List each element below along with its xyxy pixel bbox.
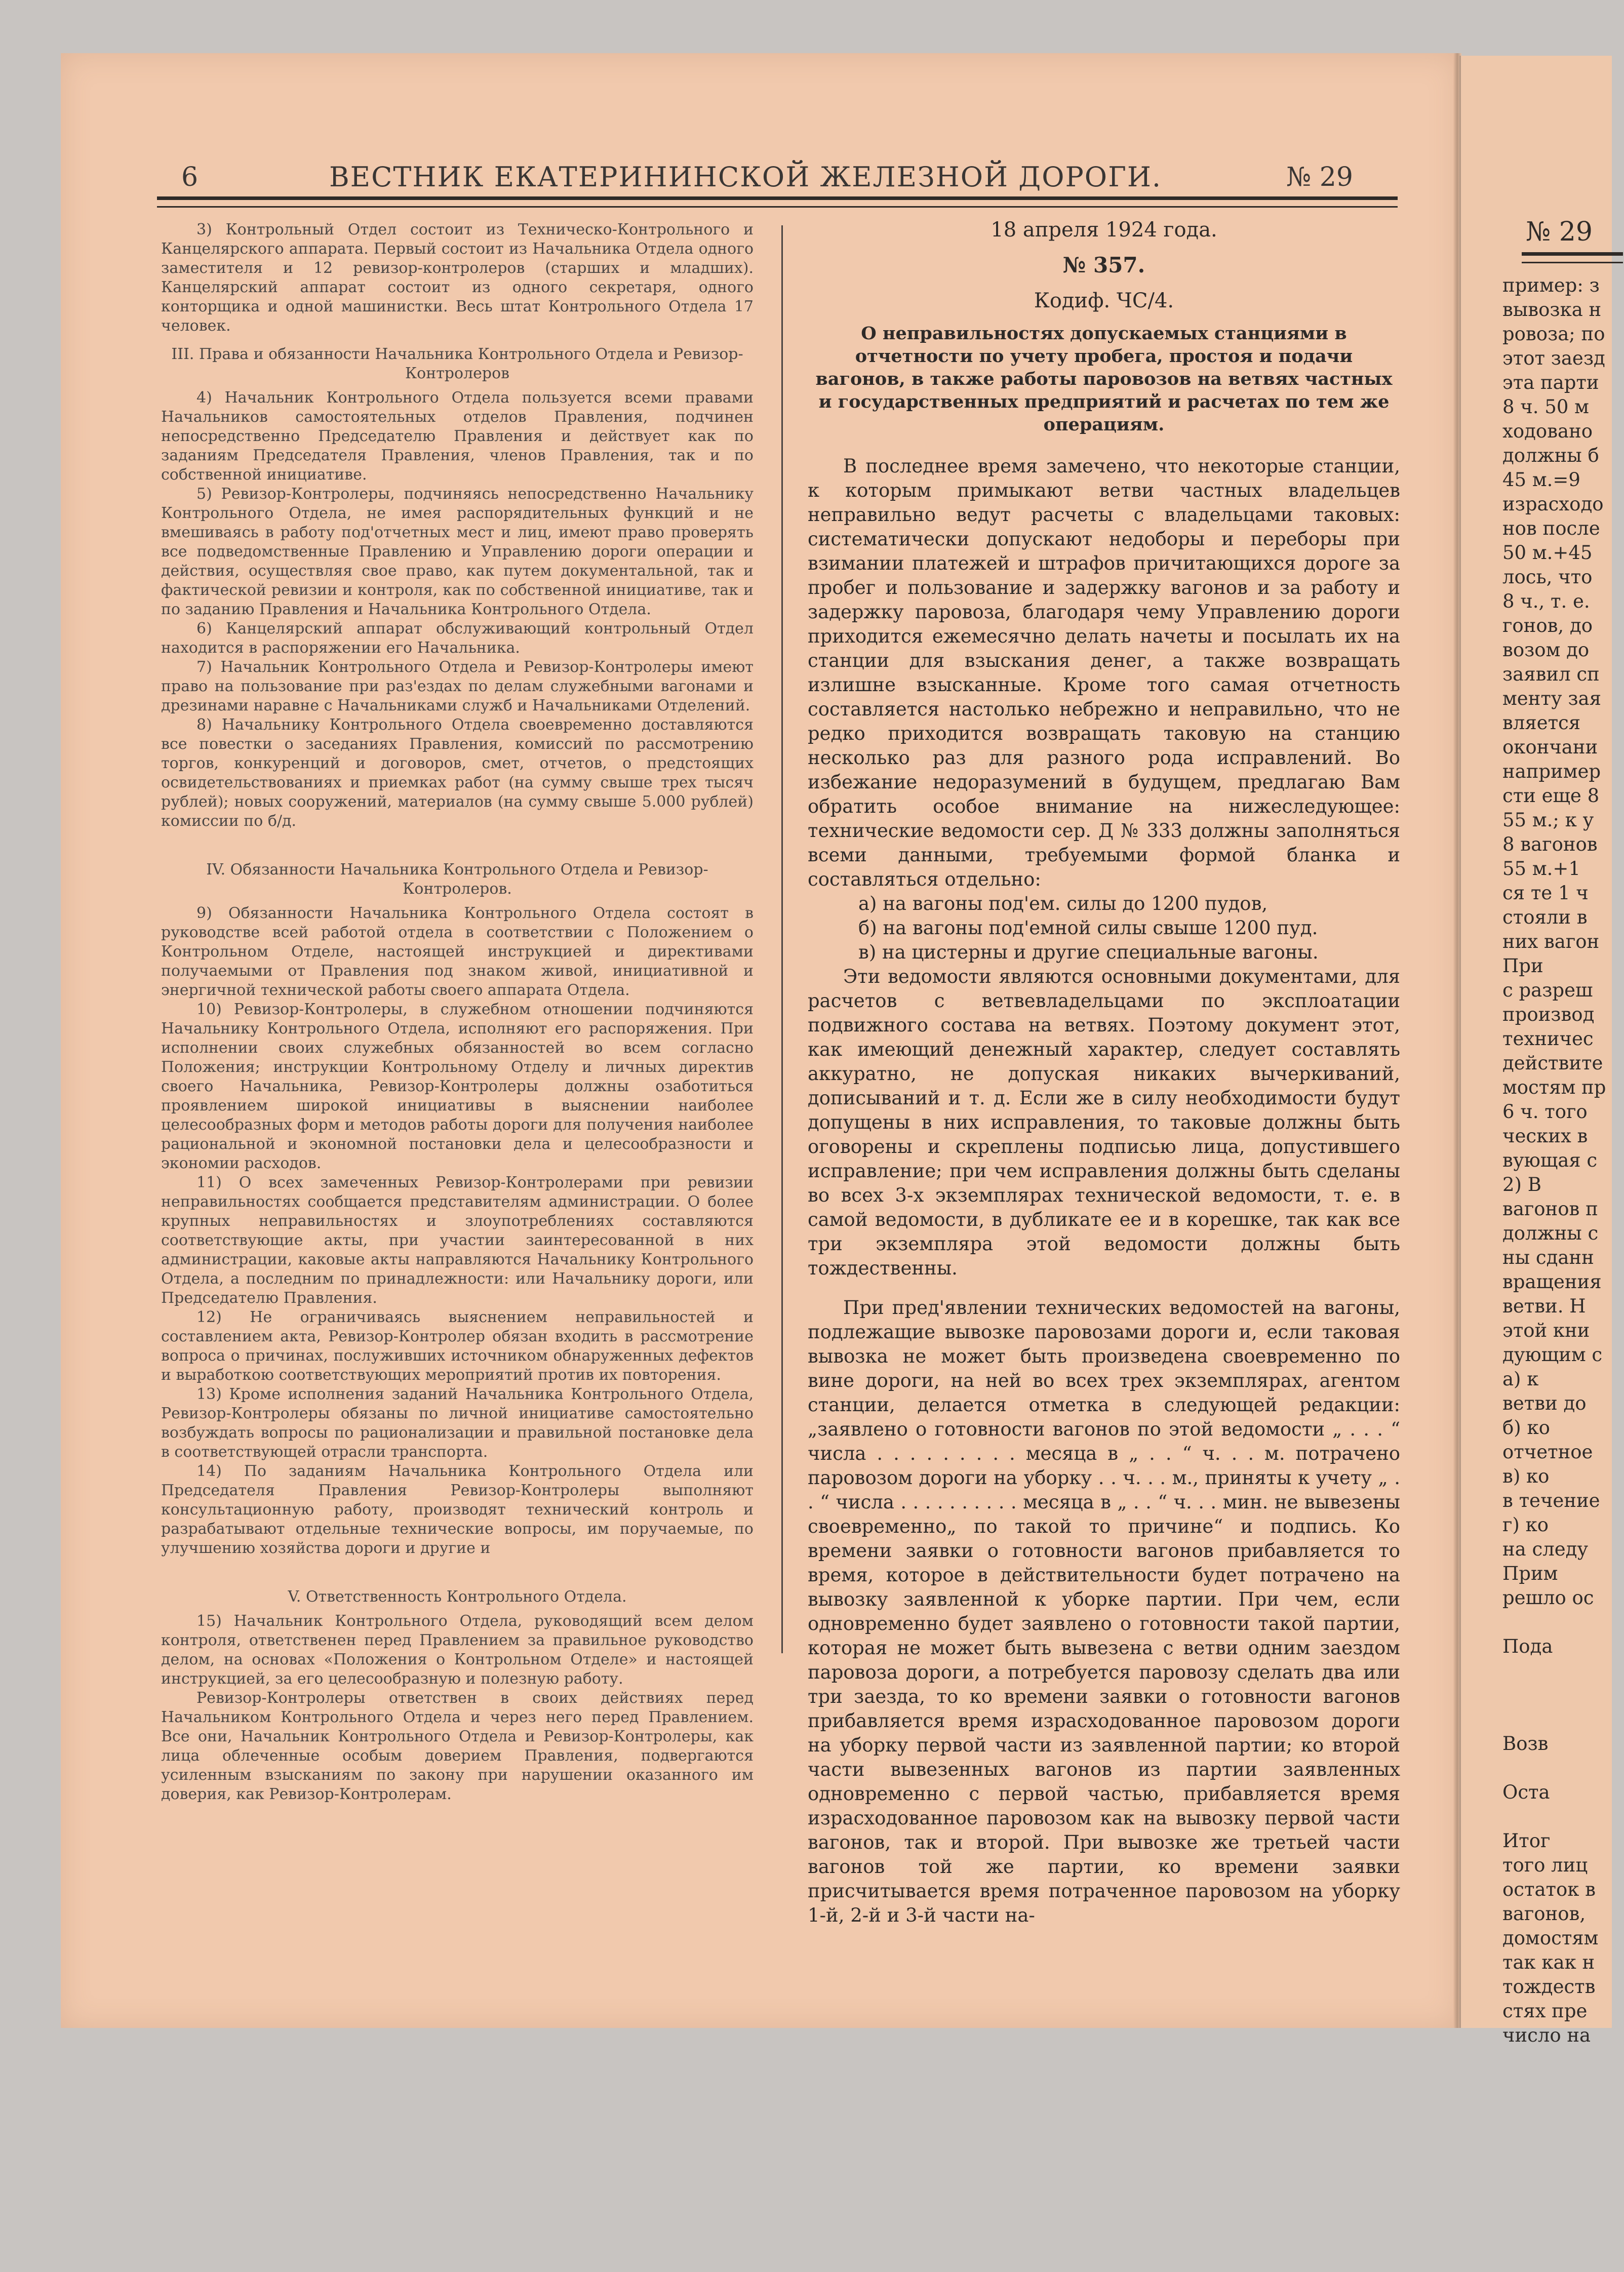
adjacent-text-line: 8 ч. 50 м xyxy=(1502,396,1589,418)
adjacent-text-line: в течение xyxy=(1502,1490,1600,1511)
adjacent-text-line: вляется xyxy=(1502,712,1581,734)
adjacent-text-line: так как н xyxy=(1502,1951,1595,1973)
adjacent-text-line: возом до xyxy=(1502,639,1590,661)
adjacent-text-line: Пода xyxy=(1502,1636,1553,1657)
paragraph: 12) Не ограничиваясь выяснением неправильностей и составлением акта, Ревизор-Контролер обязан входить в рассмотрение вопроса о причинах, послуживших источником обнаруженных дефектов и выработкою соответствующих мероприятий против их повторения. xyxy=(161,1308,754,1384)
paragraph: При пред'явлении технических ведомостей на вагоны, подлежащие вывозке паровозами дороги и, если таковая вывозка не может быть произведена своевременно по вине дороги, на ней во всех трех экземплярах, агентом станции, делается отметка в следующей редакции: „заявлено о готовности вагонов по этой ведомости „ . . . “ числа . . . . . . . . . месяца в „ . . “ ч. . . м. потрачено паровозом дороги на уборку . . ч. . . м., приняты к учету „ . . “ числа . . . . . . . . . . месяца в „ . . “ ч. . . мин. не вывезены своевременно„ по такой то причине“ и подпись. Ко времени заявки о готовности вагонов прибавляется то время, которое в действительности будет потрачено на вывозку заявленной к уборке партии. При чем, если одновременно будет заявлено о готовности такой партии, которая не может быть вывезена с ветви одним заездом паровоза дороги, а потребуется паровозу сделать два или три заезда, то ко времени заявки о готовности вагонов прибавляется время израсходованное паровозом дороги на уборку первой части из заявленной партии; ко второй части вывезенных вагонов из партии заявленных одновременно с первой частью, прибавляется время израсходованное паровозом как на вывозку первой части вагонов, так и второй. При вывозке же третьей части вагонов той же партии, ко времени заявки присчитывается время потраченное паровозом на уборку 1-й, 2-й и 3-й части на- xyxy=(808,1297,1400,1926)
adjacent-text-line: стях пре xyxy=(1502,2000,1588,2022)
adjacent-text-line: ветви. Н xyxy=(1502,1295,1586,1317)
paragraph: Эти ведомости являются основными документами, для расчетов с ветвевладельцами по эксплоатации подвижного состава на ветвях. Поэтому документ этот, как имеющий денежный характер, следует составлять аккуратно, не допуская никаких вычеркиваний, дописываний и т. д. Если же в силу необходимости будут допущены в них исправления, то таковые должны быть оговорены и скреплены подписью лица, допустившего исправление; при чем исправления должны быть сделаны во всех 3-х экземплярах технической ведомости, т. е. в самой ведомости, в дубликате ее и в корешке, так как все три экземпляра этой ведомости должны быть тождественны. xyxy=(808,966,1400,1279)
adjacent-text-line: ся те 1 ч xyxy=(1502,882,1589,904)
header-rule xyxy=(157,196,1398,208)
masthead xyxy=(157,157,1398,197)
paragraph: 14) По заданиям Начальника Контрольного Отдела или Председателя Правления Ревизор-Контролеры выполняют консультационную работу, производят технический контроль и разрабатывают отдельные технические вопросы, им поручаемые, по улучшению хозяйства дороги и другие и xyxy=(161,1462,754,1557)
adjacent-page-text xyxy=(1502,273,1624,2048)
paragraph: 5) Ревизор-Контролеры, подчиняясь непосредственно Начальнику Контрольного Отдела, не имея распорядительных функций и не вмешиваясь в работу под'отчетных мест и лиц, имеют право проверять все подведомственные Правлению и Управлению дороги операции и действия, осуществляя свое право, как путем документальной, так и фактической ревизии и контроля, как по собственной инициативе, так и по заданию Правления и Начальника Контрольного Отдела. xyxy=(161,485,754,618)
newspaper-title: ВЕСТНИК ЕКАТЕРИНИНСКОЙ ЖЕЛЕЗНОЙ ДОРОГИ. xyxy=(329,161,1162,193)
adjacent-text-line: производ xyxy=(1502,1004,1595,1025)
list-item: в) на цистерны и другие специальные вагоны. xyxy=(858,941,1319,963)
adjacent-text-line: число на xyxy=(1502,2024,1591,2046)
adjacent-text-line xyxy=(1502,1756,1624,1780)
adjacent-text-line: ческих в xyxy=(1502,1125,1588,1147)
order-date: 18 апреля 1924 года. xyxy=(991,218,1217,242)
adjacent-text-line: пример: з xyxy=(1502,274,1600,296)
adjacent-text-line: этой кни xyxy=(1502,1320,1590,1341)
adjacent-text-line: а) к xyxy=(1502,1368,1539,1390)
adjacent-text-line: 55 м.+1 xyxy=(1502,858,1580,880)
adjacent-text-line: ровоза; по xyxy=(1502,323,1605,345)
adjacent-text-line: 6 ч. того xyxy=(1502,1101,1588,1123)
adjacent-text-line: действите xyxy=(1502,1052,1603,1074)
adjacent-text-line: окончани xyxy=(1502,736,1598,758)
adjacent-text-line: Возв xyxy=(1502,1733,1549,1755)
left-column xyxy=(161,220,754,1804)
adjacent-text-line: с разреш xyxy=(1502,979,1593,1001)
issue-number: № 29 xyxy=(1286,162,1353,192)
adjacent-text-line: ветви до xyxy=(1502,1392,1587,1414)
adjacent-text-line: должны б xyxy=(1502,445,1599,466)
adjacent-text-line: эта парти xyxy=(1502,372,1599,393)
adjacent-text-line: ны сданн xyxy=(1502,1247,1594,1268)
adjacent-text-line: например xyxy=(1502,761,1601,782)
adjacent-text-line: вагонов п xyxy=(1502,1198,1598,1220)
codification: Кодиф. ЧС/4. xyxy=(1034,289,1174,312)
adjacent-text-line: 45 м.=9 xyxy=(1502,469,1580,491)
adjacent-text-line: заявил сп xyxy=(1502,663,1600,685)
paragraph: 4) Начальник Контрольного Отдела пользуется всеми правами Начальников самостоятельных отделов Правления, подчинен непосредственно Председателю Правления и действует как по заданиям Председателя Правления, членов Правления, так и по собственной инициативе. xyxy=(161,389,754,484)
paragraph: 13) Кроме исполнения заданий Начальника Контрольного Отдела, Ревизор-Контролеры обязаны по личной инициативе самостоятельно возбуждать вопросы по рационализации и правильной постановке дела в соответствующей отрасли транспорта. xyxy=(161,1385,754,1461)
adjacent-text-line: решло ос xyxy=(1502,1587,1594,1609)
adjacent-text-line: менту зая xyxy=(1502,688,1601,709)
section-heading: III. Права и обязанности Начальника Контрольного Отдела и Ревизор-Контролеров xyxy=(171,345,743,382)
adjacent-text-line: отчетное xyxy=(1502,1441,1593,1463)
adjacent-text-line: г) ко xyxy=(1502,1514,1549,1536)
list-item: а) на вагоны под'ем. силы до 1200 пудов, xyxy=(858,893,1268,914)
adjacent-text-line: сти еще 8 xyxy=(1502,785,1600,807)
order-number: № 357. xyxy=(1062,253,1145,277)
adjacent-text-line: остаток в xyxy=(1502,1879,1596,1900)
adjacent-text-line xyxy=(1502,1659,1624,1683)
adjacent-header-rule xyxy=(1522,252,1623,263)
adjacent-text-line: Прим xyxy=(1502,1563,1558,1584)
adjacent-text-line: мостям пр xyxy=(1502,1077,1606,1098)
adjacent-text-line: дующим с xyxy=(1502,1344,1603,1366)
adjacent-text-line: вагонов, xyxy=(1502,1903,1586,1925)
adjacent-text-line: техничес xyxy=(1502,1028,1594,1050)
adjacent-text-line: вывозка н xyxy=(1502,299,1602,321)
adjacent-text-line: Оста xyxy=(1502,1781,1550,1803)
adjacent-page xyxy=(1459,56,1612,2046)
page-number: 6 xyxy=(181,162,199,192)
paragraph: В последнее время замечено, что некоторые станции, к которым примыкают ветви частных владельцев неправильно ведут расчеты с владельцами таковых: систематически допускают недоборы и переборы при взимании платежей и штрафов причитающихся дороге за пробег и пользование и задержку вагонов и за работу и задержку паровоза, благодаря чему Управлению дороги приходится ежемесячно делать начеты и посылать их на станции для взыскания денег, а также возвращать излишне взысканные. Кроме того самая отчетность составляется настолько небрежно и неправильно, что не редко приходится возвращать таковую на станцию несколько раз для разного рода исправлений. Во избежание недоразумений в будущем, предлагаю Вам обратить особое внимание на нижеследующее: технические ведомости сер. Д № 333 должны заполняться всеми данными, требуемыми формой бланка и составляться отдельно: xyxy=(808,455,1400,890)
adjacent-text-line: 55 м.; к у xyxy=(1502,809,1594,831)
paragraph: 6) Канцелярский аппарат обслуживающий контрольный Отдел находится в распоряжении его Начальника. xyxy=(161,620,754,657)
list-item: б) на вагоны под'емной силы свыше 1200 пуд. xyxy=(858,917,1318,939)
adjacent-text-line: При xyxy=(1502,955,1543,977)
order-subject: О неправильностях допускаемых станциями в отчетности по учету пробега, простоя и подачи вагонов, в также работы паровозов на ветвях частных и государственных предприятий и расчетах по тем же операциям. xyxy=(815,323,1393,435)
right-column xyxy=(808,218,1400,1928)
paragraph: 10) Ревизор-Контролеры, в служебном отношении подчиняются Начальнику Контрольного Отдела, исполняют его распоряжения. При исполнении своих служебных обязанностей во всем согласно Положения; инструкции Контрольному Отделу и личных директив своего Начальника, Ревизор-Контролеры должны озаботиться проявлением широкой инициативы в выяснении наиболее целесообразных форм и методов работы дороги для получения наиболее рациональной и экономной постановки дела и целесообразности и экономии расходов. xyxy=(161,1001,754,1172)
adjacent-text-line: вующая с xyxy=(1502,1149,1598,1171)
adjacent-text-line: ходовано xyxy=(1502,420,1593,442)
adjacent-text-line xyxy=(1502,1707,1624,1732)
adjacent-text-line: б) ко xyxy=(1502,1417,1550,1439)
adjacent-text-line: в) ко xyxy=(1502,1465,1550,1487)
adjacent-text-line: домостям xyxy=(1502,1927,1599,1949)
paragraph: Ревизор-Контролеры ответствен в своих действиях перед Начальником Контрольного Отдела и через него перед Правлением. Все они, Начальник Контрольного Отдела и Ревизор-Контролеры, как лица облеченные особым доверием Правления, подвергаются усиленным взысканиям по закону при нарушении оказанного им доверия, как Ревизор-Контролерам. xyxy=(161,1689,754,1803)
section-heading: IV. Обязанности Начальника Контрольного Отдела и Ревизор-Контролеров. xyxy=(206,861,708,898)
column-divider xyxy=(781,225,783,1653)
paragraph: 3) Контрольный Отдел состоит из Техническо-Контрольного и Канцелярского аппарата. Первый состоит из Начальника Отдела одного заместителя и 12 ревизор-контролеров (старших и младших). Канцелярский аппарат состоит из одного секретаря, одного конторщика и одной машинистки. Весь штат Контрольного Отдела 17 человек. xyxy=(161,221,754,335)
adjacent-text-line: них вагон xyxy=(1502,931,1600,952)
adjacent-text-line: должны с xyxy=(1502,1222,1599,1244)
adjacent-text-line: того лиц xyxy=(1502,1854,1588,1876)
adjacent-text-line xyxy=(1502,1610,1624,1635)
paragraph: 9) Обязанности Начальника Контрольного Отдела состоят в руководстве всей работой отдела в соответствии с Положением о Контрольном Отделе, настоящей инструкцией и директивами получаемыми от Правления под знаком живой, инициативной и энергичной технической работы своего аппарата Отдела. xyxy=(161,904,754,999)
paragraph: 11) О всех замеченных Ревизор-Контролерами при ревизии неправильностях сообщается представителям администрации. О более крупных неправильностях и злоупотреблениях составляются соответствующие акты, при участии заинтересованной в них администрации, каковые акты направляются Начальнику Контрольного Отдела, а последним по принадлежности: или Начальнику дороги, или Председателю Правления. xyxy=(161,1174,754,1307)
paragraph: 15) Начальник Контрольного Отдела, руководящий всем делом контроля, ответственен перед Правлением за правильное руководство делом, на основах «Положения о Контрольном Отделе» и настоящей инструкцией, за его целесообразную и полезную работу. xyxy=(161,1612,754,1688)
adjacent-text-line: гонов, до xyxy=(1502,615,1593,636)
adjacent-text-line: вращения xyxy=(1502,1271,1602,1293)
adjacent-text-line: стояли в xyxy=(1502,906,1588,928)
adjacent-text-line: на следу xyxy=(1502,1538,1589,1560)
adjacent-issue-number: № 29 xyxy=(1526,217,1593,247)
paragraph: 7) Начальник Контрольного Отдела и Ревизор-Контролеры имеют право на пользование при раз'ездах по делам служебными вагонами и дрезинами наравне с Начальниками служб и Начальниками Отделений. xyxy=(161,658,754,714)
paragraph: 8) Начальнику Контрольного Отдела своевременно доставляются все повестки о заседаниях Правления, комиссий по рассмотрению торгов, конкуренций и договоров, смет, отчетов, о предстоящих освидетельствованиях и приемках работ (на сумму свыше трех тысяч рублей); новых сооружений, материалов (на сумму свыше 5.000 рублей) комиссии по б/д. xyxy=(161,716,754,830)
adjacent-text-line: тождеств xyxy=(1502,1976,1596,1998)
adjacent-text-line: 8 вагонов xyxy=(1502,833,1598,855)
adjacent-text-line: 2) В xyxy=(1502,1174,1541,1195)
adjacent-text-line: Итог xyxy=(1502,1830,1551,1852)
adjacent-text-line xyxy=(1502,1805,1624,1829)
adjacent-text-line: 50 м.+45 xyxy=(1502,542,1593,564)
adjacent-text-line: израсходо xyxy=(1502,493,1604,515)
adjacent-text-line: 8 ч., т. е. xyxy=(1502,590,1590,612)
adjacent-text-line xyxy=(1502,1683,1624,1707)
adjacent-text-line: нов после xyxy=(1502,517,1600,539)
adjacent-text-line: этот заезд xyxy=(1502,347,1605,369)
adjacent-text-line: лось, что xyxy=(1502,566,1593,588)
section-heading: V. Ответственность Контрольного Отдела. xyxy=(288,1588,627,1606)
